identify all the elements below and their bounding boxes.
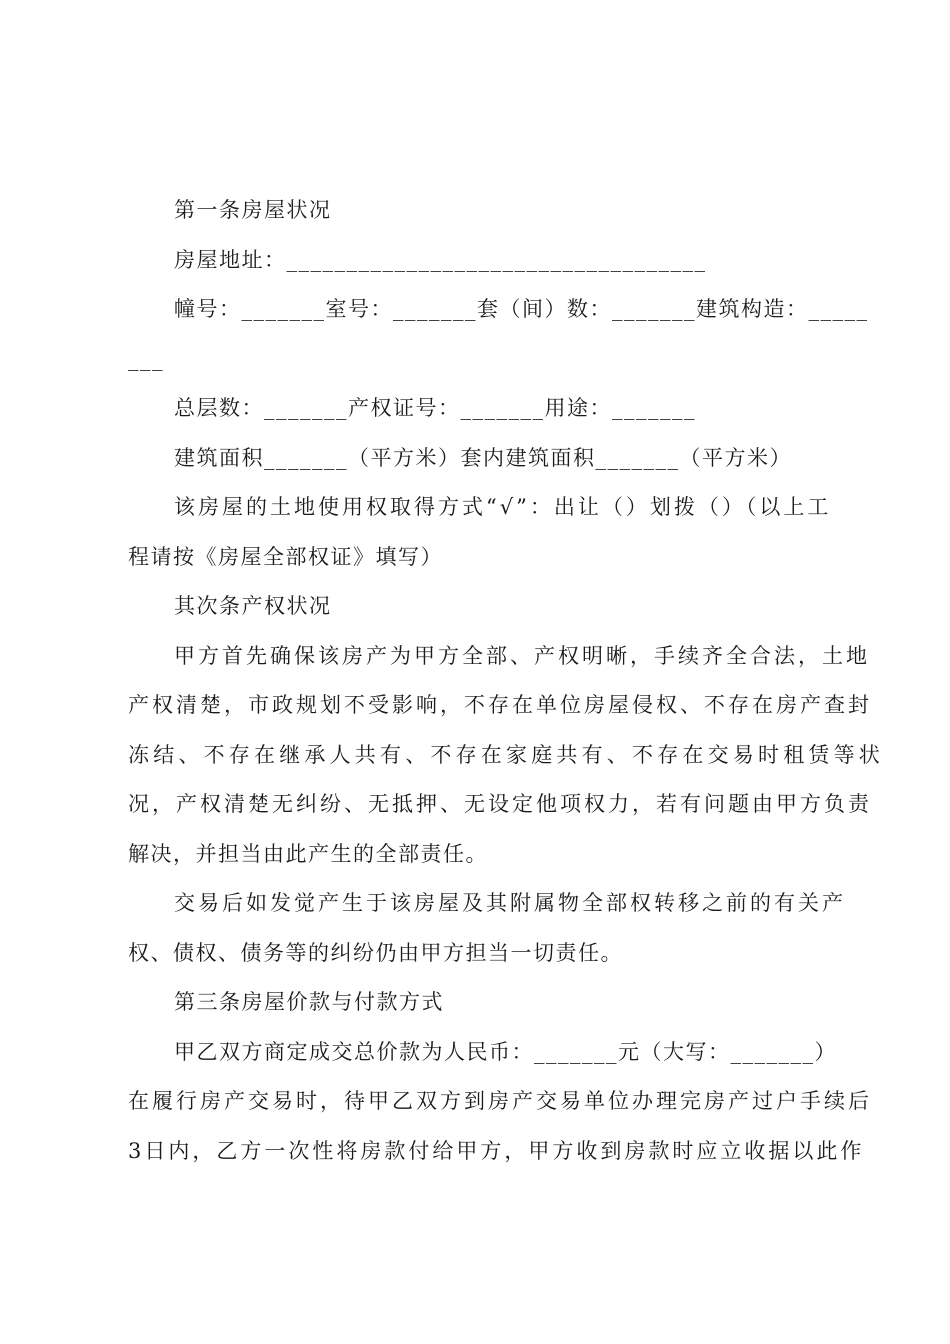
building-structure-continuation: ___ [128, 346, 164, 371]
article-2-paragraph-line-1: 甲方首先确保该房产为甲方全部、产权明晰，手续齐全合法，土地 [174, 643, 870, 668]
land-use-right-line-1: 该房屋的土地使用权取得方式“√”：出让（）划拨（）（以上工 [174, 495, 832, 519]
article-2-paragraph-2-line-1: 交易后如发觉产生于该房屋及其附属物全部权转移之前的有关产 [174, 891, 846, 915]
article-3-paragraph-line-1: 在履行房产交易时，待甲乙双方到房产交易单位办理完房产过户手续后 [128, 1089, 872, 1113]
article-2-heading: 其次条产权状况 [174, 594, 332, 618]
article-2-paragraph-line-2: 产权清楚，市政规划不受影响，不存在单位房屋侵权、不存在房产查封 [128, 693, 872, 717]
article-3-paragraph-line-2: 3日内，乙方一次性将房款付给甲方，甲方收到房款时应立收据以此作 [128, 1138, 865, 1163]
building-room-fields: 幢号：_______室号：_______套（间）数：_______建筑构造：_____ [174, 297, 869, 321]
land-use-right-line-2: 程请按《房屋全部权证》填写） [128, 544, 443, 569]
article-2-paragraph-line-3: 冻结、不存在继承人共有、不存在家庭共有、不存在交易时租赁等状 [128, 742, 884, 767]
article-2-paragraph-line-4: 况，产权清楚无纠纷、无抵押、无设定他项权力，若有问题由甲方负责 [128, 792, 872, 816]
document-body [128, 186, 884, 1176]
floors-certificate-usage-fields: 总层数：_______产权证号：_______用途：_______ [174, 396, 696, 420]
total-price-field: 甲乙双方商定成交总价款为人民币：_______元（大写：_______） [174, 1039, 837, 1064]
article-2-paragraph-2-line-2: 权、债权、债务等的纠纷仍由甲方担当一切责任。 [128, 940, 623, 965]
article-1-heading: 第一条房屋状况 [174, 198, 332, 222]
article-2-paragraph-line-5: 解决，并担当由此产生的全部责任。 [128, 841, 488, 866]
article-3-heading: 第三条房屋价款与付款方式 [174, 990, 444, 1014]
house-address-field: 房屋地址：___________________________________ [174, 247, 707, 272]
area-fields: 建筑面积_______（平方米）套内建筑面积_______（平方米） [174, 445, 792, 470]
